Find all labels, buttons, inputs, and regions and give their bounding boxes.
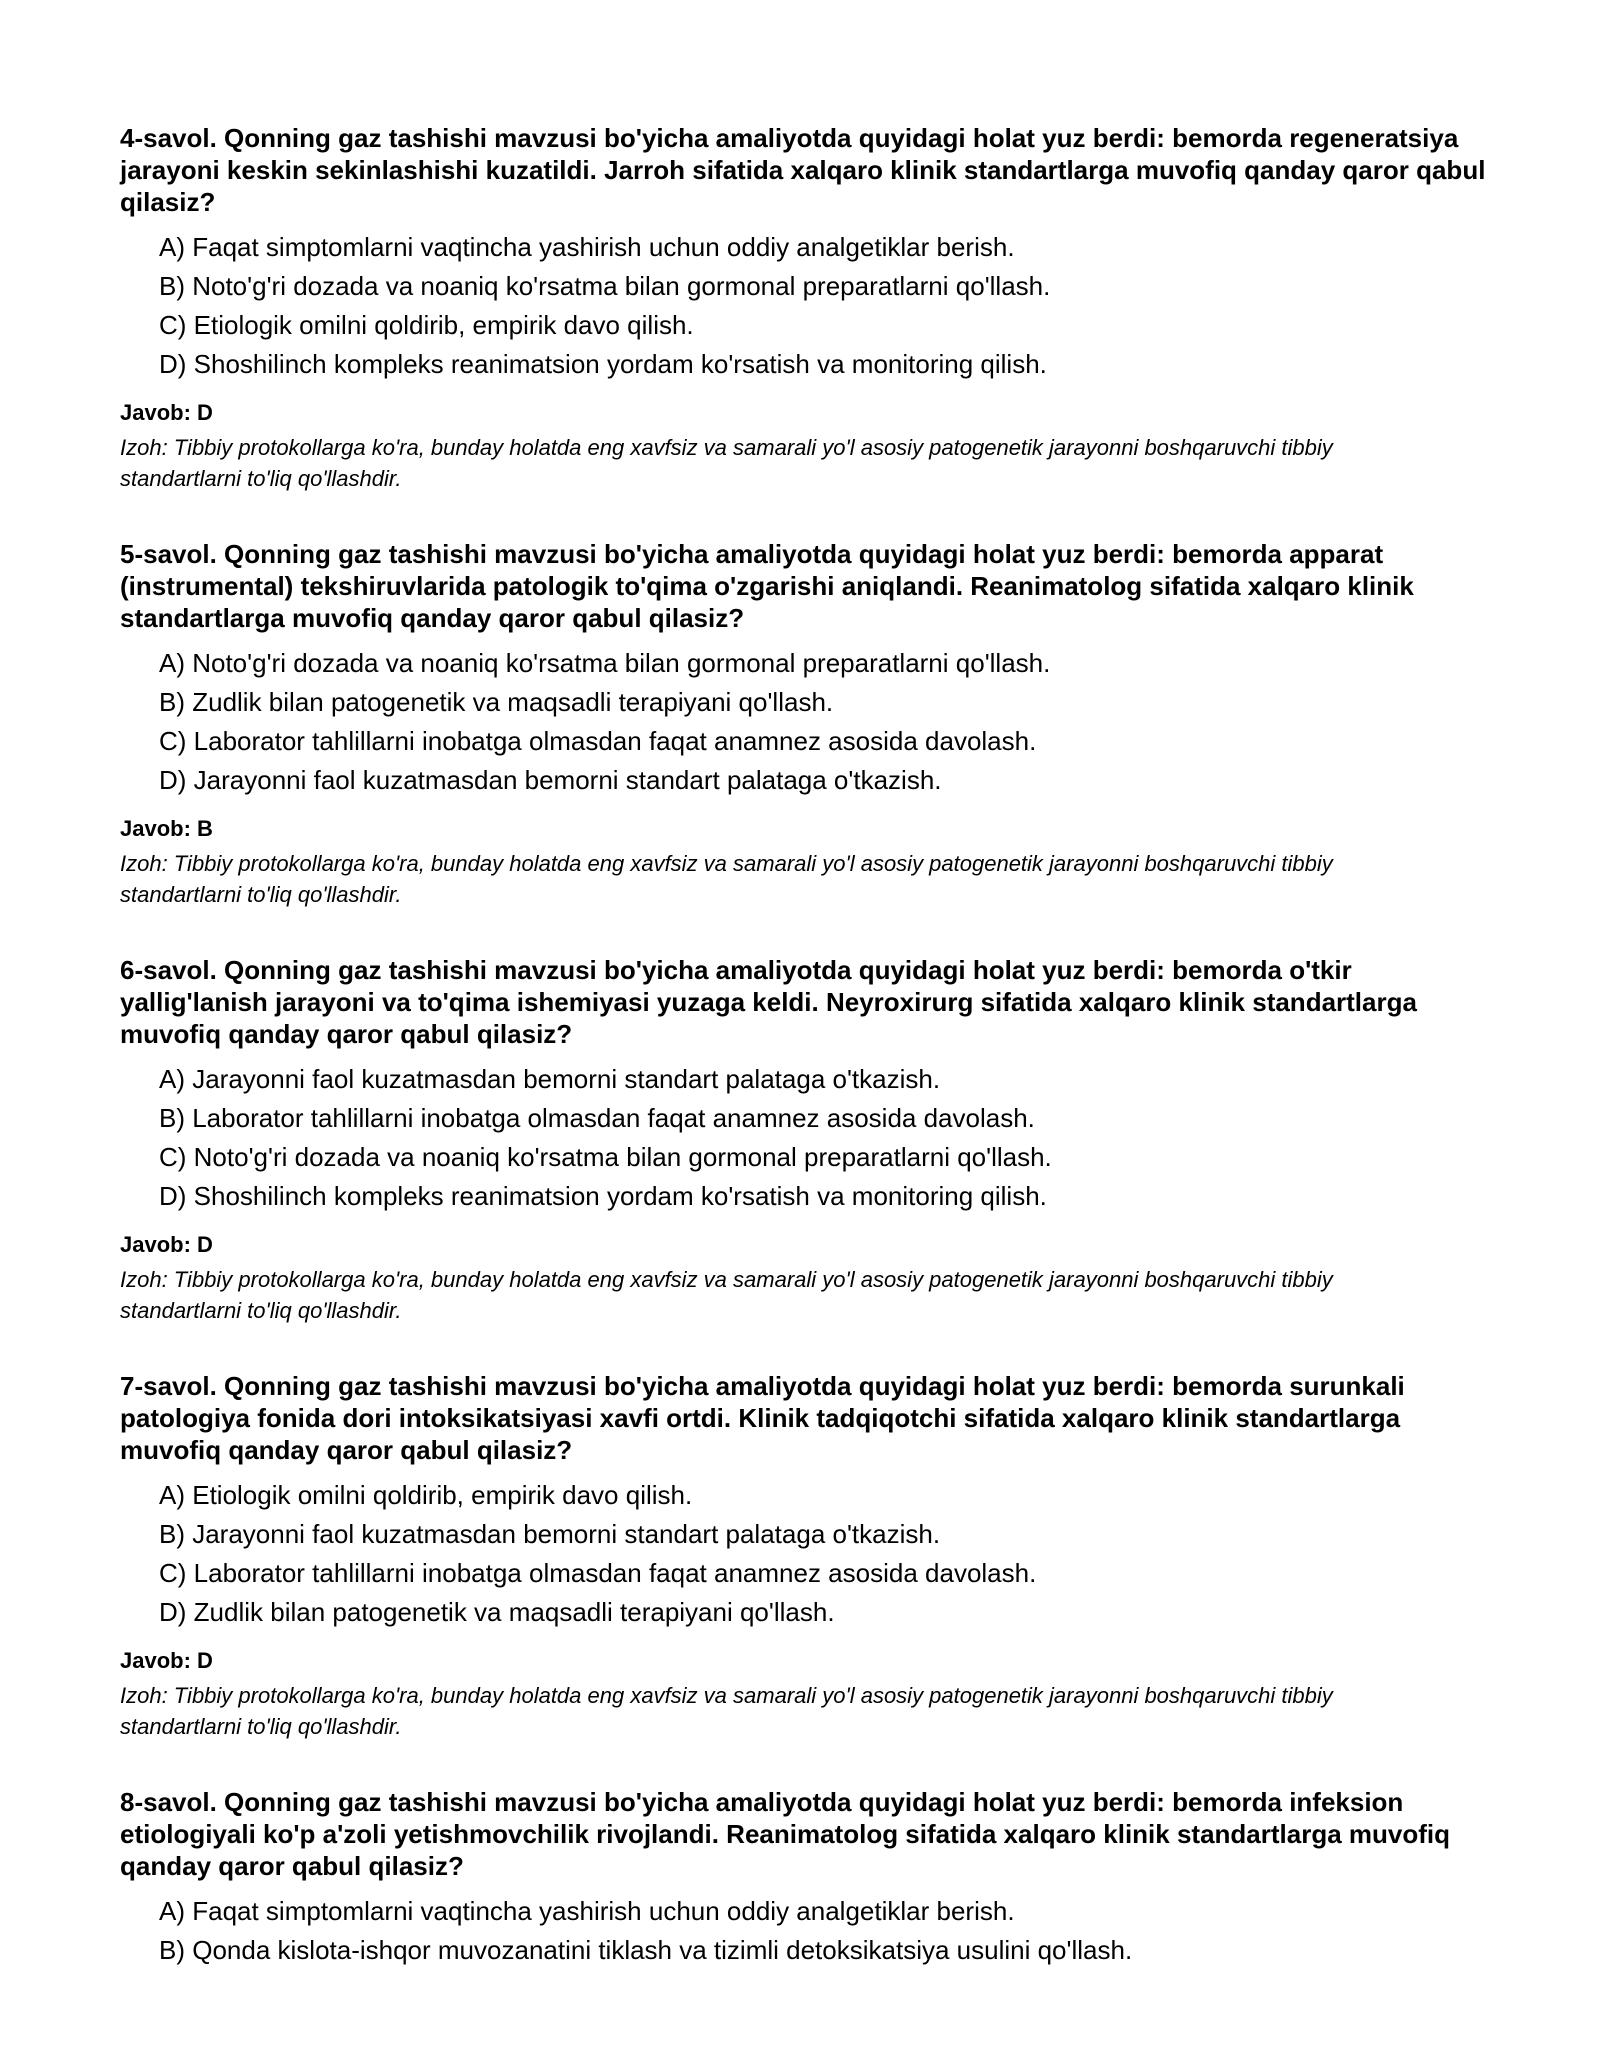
option-c: C) Noto'g'ri dozada va noaniq ko'rsatma bilan gormonal preparatlarni qo'llash. xyxy=(159,1142,1052,1172)
option-a: A) Etiologik omilni qoldirib, empirik davo qilish. xyxy=(159,1480,693,1510)
option-c: C) Etiologik omilni qoldirib, empirik davo qilish. xyxy=(159,310,694,340)
option-d: D) Shoshilinch kompleks reanimatsion yordam ko'rsatish va monitoring qilish. xyxy=(159,1181,1047,1211)
option-a: A) Faqat simptomlarni vaqtincha yashirish uchun oddiy analgetiklar berish. xyxy=(159,1896,1015,1926)
document-page xyxy=(120,122,1500,2014)
answer-line: Javob: D xyxy=(120,400,213,425)
option-list xyxy=(120,644,1500,800)
option-b: B) Laborator tahlillarni inobatga olmasdan faqat anamnez asosida davolash. xyxy=(159,1103,1035,1133)
explanation-note: Izoh: Tibbiy protokollarga ko'ra, bunday holatda eng xavfsiz va samarali yo'l asosiy patogenetik jarayonni boshqaruvchi tibbiy standartlarni to'liq qo'llashdir. xyxy=(120,435,1333,491)
question-block-7 xyxy=(120,1370,1500,1742)
option-a: A) Noto'g'ri dozada va noaniq ko'rsatma bilan gormonal preparatlarni qo'llash. xyxy=(159,648,1051,678)
question-title: 4-savol. Qonning gaz tashishi mavzusi bo'yicha amaliyotda quyidagi holat yuz berdi: bemorda regeneratsiya jarayoni keskin sekinlashishi kuzatildi. Jarroh sifatida xalqaro klinik standartlarga muvofiq qanday qaror qabul qilasiz? xyxy=(120,123,1486,217)
question-block-6 xyxy=(120,954,1500,1326)
question-block-8 xyxy=(120,1786,1500,1970)
answer-line: Javob: D xyxy=(120,1648,213,1673)
option-list xyxy=(120,1060,1500,1216)
option-d: D) Jarayonni faol kuzatmasdan bemorni standart palataga o'tkazish. xyxy=(159,765,942,795)
explanation-note: Izoh: Tibbiy protokollarga ko'ra, bunday holatda eng xavfsiz va samarali yo'l asosiy patogenetik jarayonni boshqaruvchi tibbiy standartlarni to'liq qo'llashdir. xyxy=(120,851,1333,907)
option-c: C) Laborator tahlillarni inobatga olmasdan faqat anamnez asosida davolash. xyxy=(159,1558,1037,1588)
answer-line: Javob: D xyxy=(120,1232,213,1257)
option-list xyxy=(120,228,1500,384)
option-b: B) Noto'g'ri dozada va noaniq ko'rsatma bilan gormonal preparatlarni qo'llash. xyxy=(159,271,1051,301)
option-a: A) Faqat simptomlarni vaqtincha yashirish uchun oddiy analgetiklar berish. xyxy=(159,232,1015,262)
explanation-note: Izoh: Tibbiy protokollarga ko'ra, bunday holatda eng xavfsiz va samarali yo'l asosiy patogenetik jarayonni boshqaruvchi tibbiy standartlarni to'liq qo'llashdir. xyxy=(120,1267,1333,1323)
option-c: C) Laborator tahlillarni inobatga olmasdan faqat anamnez asosida davolash. xyxy=(159,726,1037,756)
option-a: A) Jarayonni faol kuzatmasdan bemorni standart palataga o'tkazish. xyxy=(159,1064,941,1094)
option-d: D) Zudlik bilan patogenetik va maqsadli terapiyani qo'llash. xyxy=(159,1597,835,1627)
question-block-4 xyxy=(120,122,1500,494)
question-title: 7-savol. Qonning gaz tashishi mavzusi bo'yicha amaliyotda quyidagi holat yuz berdi: bemorda surunkali patologiya fonida dori intoksikatsiyasi xavfi ortdi. Klinik tadqiqotchi sifatida xalqaro klinik standartlarga muvofiq qanday qaror qabul qilasiz? xyxy=(120,1371,1405,1465)
option-b: B) Jarayonni faol kuzatmasdan bemorni standart palataga o'tkazish. xyxy=(159,1519,941,1549)
answer-line: Javob: B xyxy=(120,816,213,841)
question-block-5 xyxy=(120,538,1500,910)
explanation-note: Izoh: Tibbiy protokollarga ko'ra, bunday holatda eng xavfsiz va samarali yo'l asosiy patogenetik jarayonni boshqaruvchi tibbiy standartlarni to'liq qo'llashdir. xyxy=(120,1683,1333,1739)
option-list xyxy=(120,1476,1500,1632)
option-b: B) Qonda kislota-ishqor muvozanatini tiklash va tizimli detoksikatsiya usulini qo'llash. xyxy=(159,1935,1133,1965)
option-b: B) Zudlik bilan patogenetik va maqsadli terapiyani qo'llash. xyxy=(159,687,834,717)
option-d: D) Shoshilinch kompleks reanimatsion yordam ko'rsatish va monitoring qilish. xyxy=(159,349,1047,379)
question-title: 6-savol. Qonning gaz tashishi mavzusi bo'yicha amaliyotda quyidagi holat yuz berdi: bemorda o'tkir yallig'lanish jarayoni va to'qima ishemiyasi yuzaga keldi. Neyroxirurg sifatida xalqaro klinik standartlarga muvofiq qanday qaror qabul qilasiz? xyxy=(120,955,1417,1049)
option-list xyxy=(120,1892,1500,1970)
question-title: 5-savol. Qonning gaz tashishi mavzusi bo'yicha amaliyotda quyidagi holat yuz berdi: bemorda apparat (instrumental) tekshiruvlarida patologik to'qima o'zgarishi aniqlandi. Reanimatolog sifatida xalqaro klinik standartlarga muvofiq qanday qaror qabul qilasiz? xyxy=(120,539,1414,633)
question-title: 8-savol. Qonning gaz tashishi mavzusi bo'yicha amaliyotda quyidagi holat yuz berdi: bemorda infeksion etiologiyali ko'p a'zoli yetishmovchilik rivojlandi. Reanimatolog sifatida xalqaro klinik standartlarga muvofiq qanday qaror qabul qilasiz? xyxy=(120,1787,1451,1881)
